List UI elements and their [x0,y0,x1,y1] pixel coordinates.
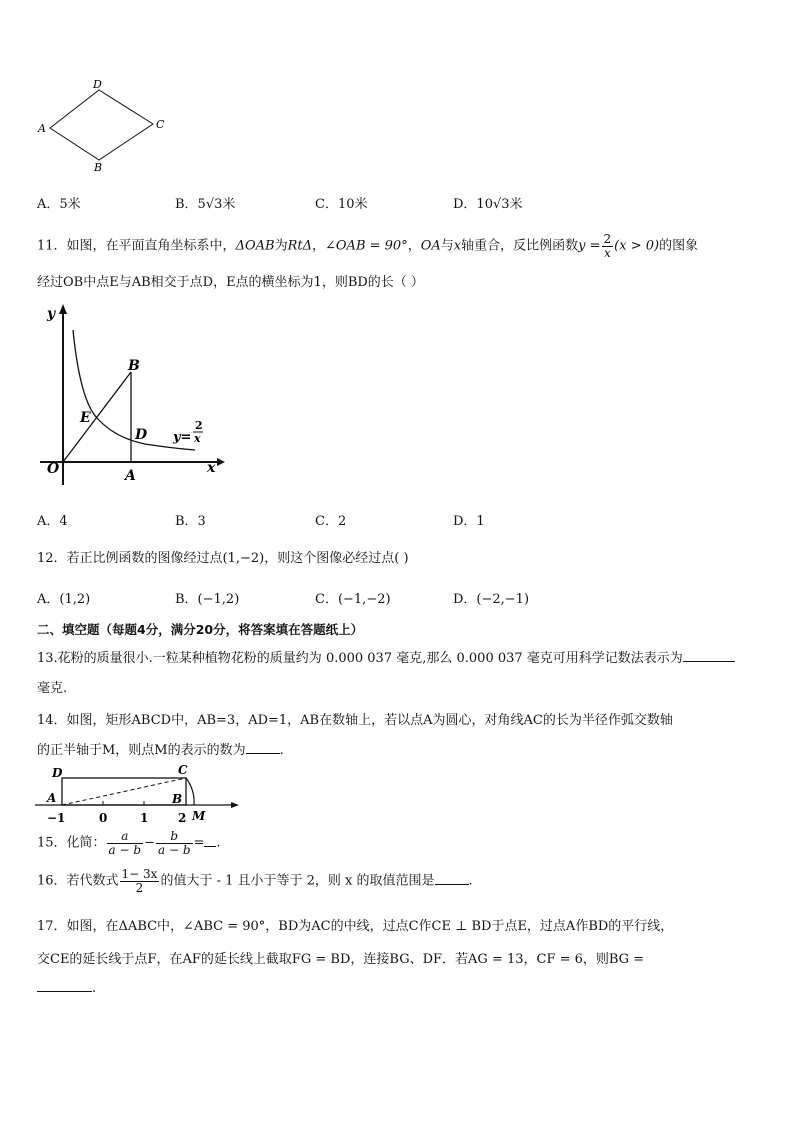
section-heading: 二、填空题（每题4分，满分20分，将答案填在答题纸上） [37,622,364,637]
q12-option-c[interactable]: C．(−1,−2) [315,592,391,607]
q12-stem: 12．若正比例函数的图像经过点(1,−2)，则这个图像必经过点( ) [37,551,409,566]
tick-label: 0 [99,811,108,825]
text: ， [407,238,421,254]
math: OA [420,238,441,254]
fraction: $\frac{a}{a - b}$ [108,829,142,857]
label-O: O [47,461,60,477]
option-b-prefix: B．5 [175,197,206,212]
q14-line1: 14．如图，矩形ABCD中，AB=3，AD=1，AB在数轴上，若以点A为圆心，对角线AC的长为半径作弧交数轴 [37,713,673,728]
label-D: D [135,427,148,443]
q17-line3 [37,981,96,996]
fraction: $\frac{2}{x}$ [603,232,612,260]
fraction: $\frac{b}{a - b}$ [157,829,191,857]
label-A: A [38,122,46,135]
q17-line2: 交CE的延长线于点F，在AF的延长线上截取FG = BD，连接BG、DF．若AG = 13，CF = 6，则BG = [37,952,645,967]
answer-blank[interactable] [204,836,216,847]
label-C: C [178,763,188,777]
q10-option-c[interactable]: C．10米 [315,197,368,212]
text: 16．若代数式 [37,873,119,889]
label-A: A [47,791,57,805]
q17-line1: 17．如图，在ΔABC中，∠ABC = 90°，BD为AC的中线，过点C作CE ⊥ BD于点E，过点A作BD的平行线， [37,919,674,934]
rhombus-figure [33,78,173,173]
text: 与 [440,238,454,254]
text: 13.花粉的质量很小.一粒某种植物花粉的质量约为 0.000 037 毫克,那么 0.000 037 毫克可用科学记数法表示为 [37,651,683,666]
label-M: M [192,809,206,823]
answer-blank[interactable] [246,743,280,754]
label-A: A [125,468,136,484]
math: (x > 0) [614,238,660,254]
text: . [92,981,97,996]
math: y = [578,238,601,254]
label-B: B [94,161,103,173]
text: 如图，在平面直角坐标系中， [66,238,236,254]
sqrt3: √3 [492,197,510,212]
curve-label-y: y= [173,430,192,445]
text: 15．化简： [37,835,106,851]
text: = [193,835,205,851]
q14-line2 [37,739,284,758]
unit: 米 [509,197,523,212]
q11-option-a[interactable]: A．4 [37,514,68,529]
text: . [279,743,284,758]
q13-line1 [37,647,735,666]
text: 轴重合，反比例函数 [461,238,579,254]
math: ∠OAB = 90° [325,238,408,254]
q11-option-b[interactable]: B．3 [175,514,206,529]
q16-stem [37,868,473,894]
fraction: $\frac{1- 3x}{2}$ [121,867,158,895]
label-y: y [47,306,56,322]
q-number: 11． [37,238,67,254]
text: 为 [274,238,288,254]
text: − [144,835,155,851]
q13-line2: 毫克. [37,681,68,696]
text: . [216,835,221,851]
label-C: C [156,118,165,131]
answer-blank[interactable] [683,651,735,662]
math: RtΔ [287,238,312,254]
label-B: B [172,792,183,806]
q10-option-d[interactable] [453,193,523,212]
math: x [453,238,462,254]
math: ΔOAB [235,238,275,254]
label-B: B [128,358,140,374]
label-D: D [52,766,63,780]
q12-option-b[interactable]: B．(−1,2) [175,592,240,607]
q11-option-d[interactable]: D．1 [453,514,485,529]
answer-blank[interactable] [435,874,469,885]
label-D: D [93,78,102,91]
q11-stem-line2: 经过OB中点E与AB相交于点D，E点的横坐标为1，则BD的长（ ） [37,275,424,290]
curve-den: x [194,432,201,445]
label-x: x [207,460,216,476]
tick-label: 1 [140,811,149,825]
q10-option-b[interactable] [175,193,235,212]
text: 的值大于 - 1 且小于等于 2，则 x 的取值范围是 [160,873,435,889]
sqrt3: √3 [205,197,223,212]
text: ， [311,238,325,254]
label-E: E [80,410,91,426]
tick-label: 2 [178,811,187,825]
text: 的正半轴于M，则点M的表示的数为 [37,743,246,758]
q12-option-a[interactable]: A．(1,2) [37,592,91,607]
text: . [468,873,473,889]
q15-stem [37,830,221,856]
unit: 米 [222,197,236,212]
q10-option-a[interactable]: A．5米 [37,197,81,212]
option-d-prefix: D．10 [453,197,493,212]
curve-num: 2 [195,419,203,432]
answer-blank[interactable] [37,981,92,992]
number-line-figure [35,762,245,828]
tick-label: −1 [47,811,66,825]
q11-stem-line1 [37,233,698,259]
hyperbola-figure [35,300,235,485]
text: 的图象 [659,238,699,254]
q11-option-c[interactable]: C．2 [315,514,347,529]
q12-option-d[interactable]: D．(−2,−1) [453,592,530,607]
